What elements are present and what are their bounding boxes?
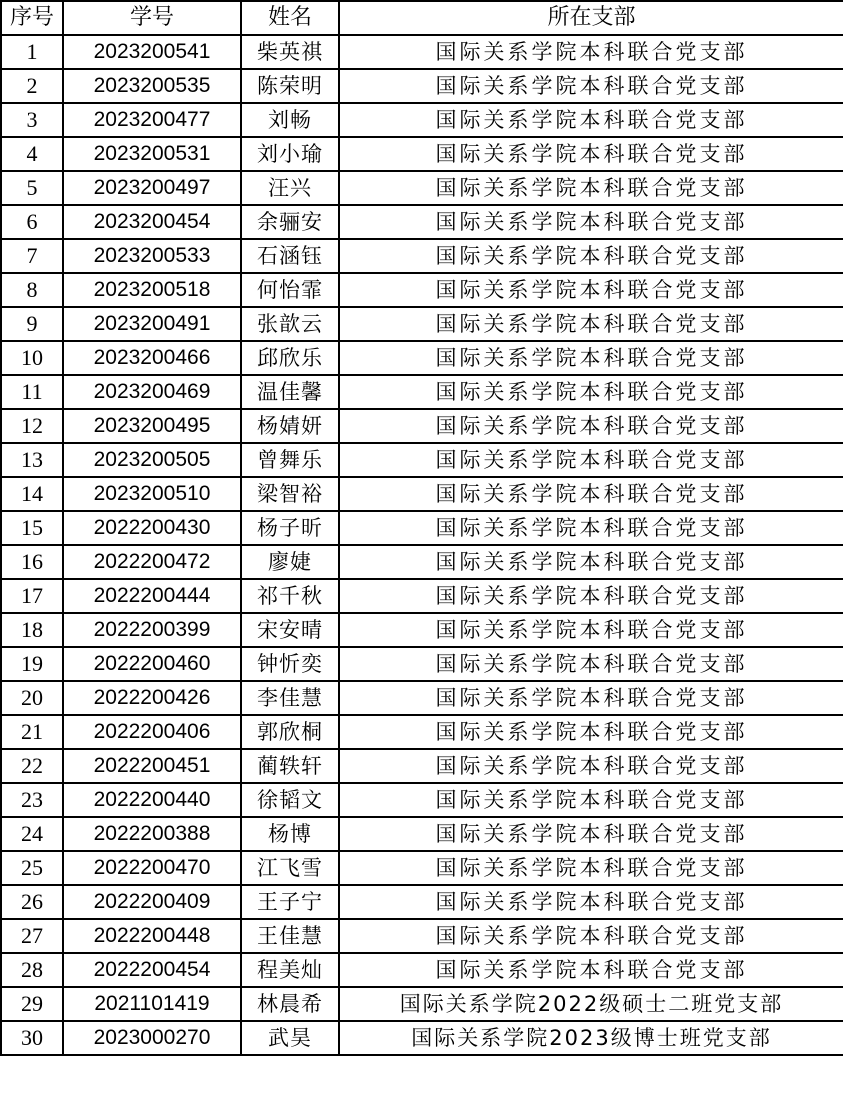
cell-branch: 国际关系学院本科联合党支部 — [339, 443, 843, 477]
header-name: 姓名 — [241, 1, 339, 35]
cell-student-id: 2022200444 — [63, 579, 241, 613]
cell-name: 蔺轶轩 — [241, 749, 339, 783]
cell-branch: 国际关系学院本科联合党支部 — [339, 953, 843, 987]
cell-name: 杨婧妍 — [241, 409, 339, 443]
cell-name: 柴英祺 — [241, 35, 339, 69]
table-row — [1, 443, 843, 477]
cell-branch: 国际关系学院本科联合党支部 — [339, 919, 843, 953]
cell-branch: 国际关系学院本科联合党支部 — [339, 69, 843, 103]
cell-branch: 国际关系学院本科联合党支部 — [339, 409, 843, 443]
table-row — [1, 205, 843, 239]
header-row — [1, 1, 843, 35]
cell-index: 9 — [1, 307, 63, 341]
table-row — [1, 613, 843, 647]
cell-branch: 国际关系学院本科联合党支部 — [339, 715, 843, 749]
table-row — [1, 681, 843, 715]
cell-name: 梁智裕 — [241, 477, 339, 511]
cell-student-id: 2023200541 — [63, 35, 241, 69]
cell-index: 13 — [1, 443, 63, 477]
cell-index: 20 — [1, 681, 63, 715]
table-row — [1, 579, 843, 613]
cell-name: 余骊安 — [241, 205, 339, 239]
cell-name: 宋安晴 — [241, 613, 339, 647]
table-row — [1, 171, 843, 205]
cell-index: 18 — [1, 613, 63, 647]
cell-branch: 国际关系学院本科联合党支部 — [339, 511, 843, 545]
cell-index: 29 — [1, 987, 63, 1021]
cell-index: 6 — [1, 205, 63, 239]
cell-name: 何怡霏 — [241, 273, 339, 307]
table-row — [1, 987, 843, 1021]
cell-branch: 国际关系学院本科联合党支部 — [339, 477, 843, 511]
header-branch: 所在支部 — [339, 1, 843, 35]
cell-student-id: 2023200535 — [63, 69, 241, 103]
cell-branch: 国际关系学院本科联合党支部 — [339, 647, 843, 681]
cell-branch: 国际关系学院本科联合党支部 — [339, 817, 843, 851]
cell-name: 杨子昕 — [241, 511, 339, 545]
cell-index: 15 — [1, 511, 63, 545]
table-row — [1, 783, 843, 817]
cell-name: 李佳慧 — [241, 681, 339, 715]
cell-name: 温佳馨 — [241, 375, 339, 409]
cell-name: 石涵钰 — [241, 239, 339, 273]
cell-name: 曾舞乐 — [241, 443, 339, 477]
table-row — [1, 885, 843, 919]
cell-student-id: 2023200518 — [63, 273, 241, 307]
cell-student-id: 2023200491 — [63, 307, 241, 341]
table-row — [1, 919, 843, 953]
cell-name: 郭欣桐 — [241, 715, 339, 749]
cell-index: 8 — [1, 273, 63, 307]
cell-index: 12 — [1, 409, 63, 443]
cell-student-id: 2022200399 — [63, 613, 241, 647]
cell-student-id: 2022200409 — [63, 885, 241, 919]
cell-branch: 国际关系学院本科联合党支部 — [339, 579, 843, 613]
cell-student-id: 2023000270 — [63, 1021, 241, 1055]
cell-index: 21 — [1, 715, 63, 749]
table-row — [1, 375, 843, 409]
cell-index: 1 — [1, 35, 63, 69]
cell-student-id: 2023200497 — [63, 171, 241, 205]
cell-branch: 国际关系学院本科联合党支部 — [339, 137, 843, 171]
cell-index: 14 — [1, 477, 63, 511]
cell-branch: 国际关系学院本科联合党支部 — [339, 35, 843, 69]
table-row — [1, 35, 843, 69]
table-row — [1, 137, 843, 171]
cell-branch: 国际关系学院本科联合党支部 — [339, 681, 843, 715]
cell-branch: 国际关系学院本科联合党支部 — [339, 341, 843, 375]
cell-name: 刘小瑜 — [241, 137, 339, 171]
table-row — [1, 273, 843, 307]
cell-name: 廖婕 — [241, 545, 339, 579]
cell-student-id: 2022200388 — [63, 817, 241, 851]
cell-student-id: 2023200510 — [63, 477, 241, 511]
table-row — [1, 851, 843, 885]
cell-index: 22 — [1, 749, 63, 783]
cell-name: 刘畅 — [241, 103, 339, 137]
cell-index: 7 — [1, 239, 63, 273]
cell-student-id: 2021101419 — [63, 987, 241, 1021]
cell-branch: 国际关系学院本科联合党支部 — [339, 545, 843, 579]
table-row — [1, 69, 843, 103]
cell-name: 杨博 — [241, 817, 339, 851]
cell-index: 5 — [1, 171, 63, 205]
cell-student-id: 2023200495 — [63, 409, 241, 443]
cell-student-id: 2022200426 — [63, 681, 241, 715]
cell-index: 24 — [1, 817, 63, 851]
cell-index: 3 — [1, 103, 63, 137]
cell-branch: 国际关系学院本科联合党支部 — [339, 273, 843, 307]
cell-student-id: 2022200451 — [63, 749, 241, 783]
cell-branch: 国际关系学院本科联合党支部 — [339, 375, 843, 409]
cell-index: 17 — [1, 579, 63, 613]
cell-index: 28 — [1, 953, 63, 987]
cell-name: 林晨希 — [241, 987, 339, 1021]
cell-branch: 国际关系学院本科联合党支部 — [339, 783, 843, 817]
cell-name: 程美灿 — [241, 953, 339, 987]
cell-branch: 国际关系学院本科联合党支部 — [339, 613, 843, 647]
cell-index: 10 — [1, 341, 63, 375]
cell-branch: 国际关系学院本科联合党支部 — [339, 885, 843, 919]
cell-student-id: 2023200466 — [63, 341, 241, 375]
cell-student-id: 2023200533 — [63, 239, 241, 273]
cell-name: 祁千秋 — [241, 579, 339, 613]
cell-student-id: 2022200448 — [63, 919, 241, 953]
cell-name: 武昊 — [241, 1021, 339, 1055]
cell-student-id: 2023200454 — [63, 205, 241, 239]
cell-branch: 国际关系学院本科联合党支部 — [339, 749, 843, 783]
cell-name: 张歆云 — [241, 307, 339, 341]
cell-index: 27 — [1, 919, 63, 953]
cell-name: 陈荣明 — [241, 69, 339, 103]
cell-branch: 国际关系学院2022级硕士二班党支部 — [339, 987, 843, 1021]
cell-branch: 国际关系学院本科联合党支部 — [339, 307, 843, 341]
cell-name: 汪兴 — [241, 171, 339, 205]
table-row — [1, 1021, 843, 1055]
cell-index: 16 — [1, 545, 63, 579]
cell-student-id: 2023200505 — [63, 443, 241, 477]
cell-student-id: 2022200440 — [63, 783, 241, 817]
cell-name: 邱欣乐 — [241, 341, 339, 375]
table-row — [1, 647, 843, 681]
cell-branch: 国际关系学院本科联合党支部 — [339, 205, 843, 239]
cell-branch: 国际关系学院2023级博士班党支部 — [339, 1021, 843, 1055]
cell-student-id: 2022200430 — [63, 511, 241, 545]
cell-name: 钟忻奕 — [241, 647, 339, 681]
cell-index: 19 — [1, 647, 63, 681]
cell-name: 江飞雪 — [241, 851, 339, 885]
cell-student-id: 2022200454 — [63, 953, 241, 987]
table-row — [1, 307, 843, 341]
cell-index: 4 — [1, 137, 63, 171]
header-index: 序号 — [1, 1, 63, 35]
cell-name: 徐韬文 — [241, 783, 339, 817]
cell-student-id: 2023200469 — [63, 375, 241, 409]
cell-index: 23 — [1, 783, 63, 817]
table-row — [1, 409, 843, 443]
table-row — [1, 511, 843, 545]
cell-branch: 国际关系学院本科联合党支部 — [339, 851, 843, 885]
table-row — [1, 239, 843, 273]
table-row — [1, 749, 843, 783]
table-row — [1, 103, 843, 137]
cell-index: 11 — [1, 375, 63, 409]
cell-name: 王佳慧 — [241, 919, 339, 953]
cell-name: 王子宁 — [241, 885, 339, 919]
header-student-id: 学号 — [63, 1, 241, 35]
cell-student-id: 2022200406 — [63, 715, 241, 749]
cell-student-id: 2022200472 — [63, 545, 241, 579]
roster-body — [1, 35, 843, 1055]
cell-student-id: 2023200477 — [63, 103, 241, 137]
table-row — [1, 477, 843, 511]
cell-branch: 国际关系学院本科联合党支部 — [339, 103, 843, 137]
table-row — [1, 953, 843, 987]
cell-index: 25 — [1, 851, 63, 885]
cell-branch: 国际关系学院本科联合党支部 — [339, 239, 843, 273]
cell-student-id: 2022200460 — [63, 647, 241, 681]
table-row — [1, 545, 843, 579]
table-row — [1, 817, 843, 851]
cell-student-id: 2022200470 — [63, 851, 241, 885]
cell-branch: 国际关系学院本科联合党支部 — [339, 171, 843, 205]
table-row — [1, 341, 843, 375]
cell-index: 30 — [1, 1021, 63, 1055]
table-row — [1, 715, 843, 749]
cell-index: 2 — [1, 69, 63, 103]
cell-index: 26 — [1, 885, 63, 919]
cell-student-id: 2023200531 — [63, 137, 241, 171]
